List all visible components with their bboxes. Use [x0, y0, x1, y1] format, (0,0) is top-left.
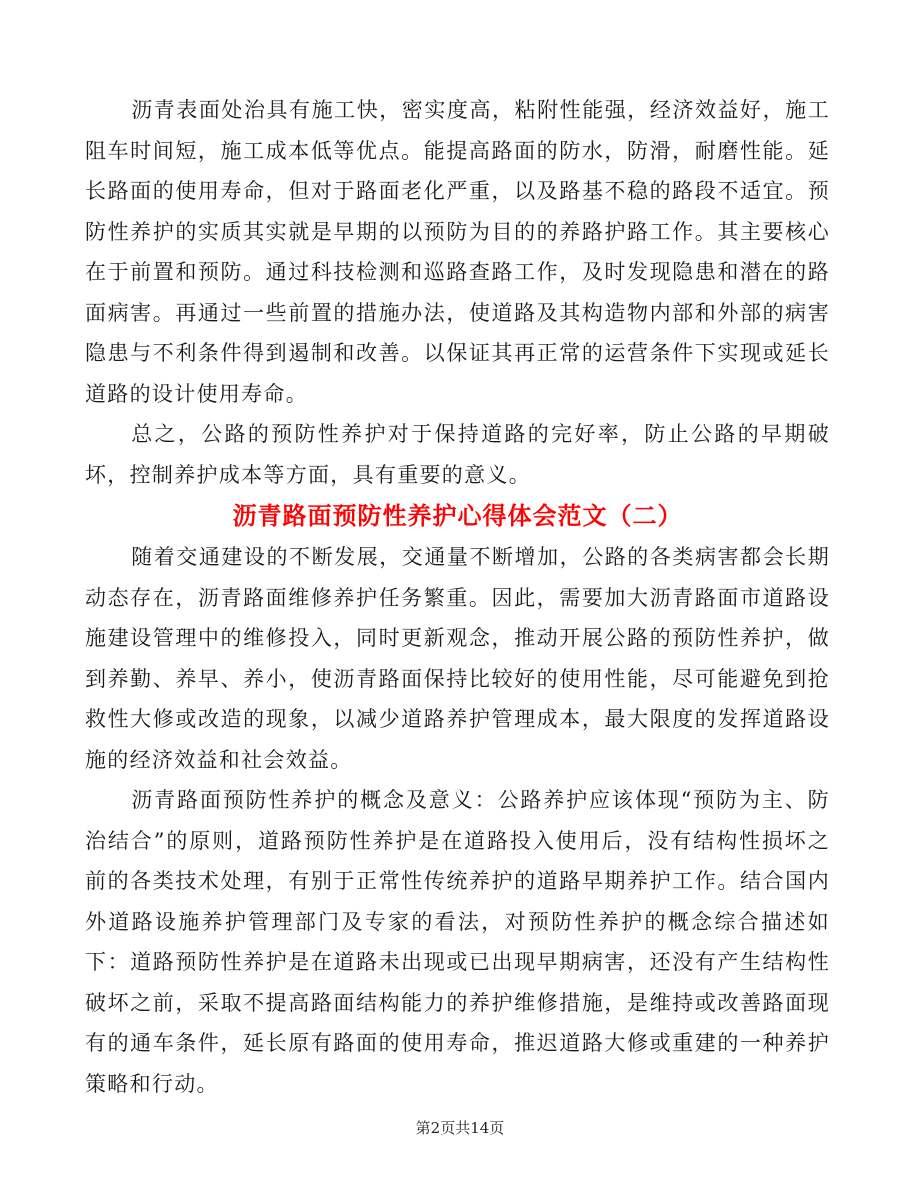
document-page [85, 90, 830, 1104]
paragraph-conclusion: 总之，公路的预防性养护对于保持道路的完好率，防止公路的早期破坏，控制养护成本等方面，具有重要的意义。 [85, 422, 830, 487]
page-number: 第2页共14页 [415, 1119, 505, 1137]
paragraph-introduction: 随着交通建设的不断发展，交通量不断增加，公路的各类病害都会长期动态存在，沥青路面维修养护任务繁重。因此，需要加大沥青路面市道路设施建设管理中的维修投入，同时更新观念，推动开展公路的预防性养护，做到养勤、养早、养小，使沥青路面保持比较好的使用性能，尽可能避免到抢救性大修或改造的现象，以减少道路养护管理成本，最大限度的发挥道路设施的经济效益和社会效益。 [85, 545, 830, 772]
paragraph-surface-treatment: 沥青表面处治具有施工快，密实度高，粘附性能强，经济效益好，施工阻车时间短，施工成本低等优点。能提高路面的防水，防滑，耐磨性能。延长路面的使用寿命，但对于路面老化严重，以及路基不稳的路段不适宜。预防性养护的实质其实就是早期的以预防为目的的养路护路工作。其主要核心在于前置和预防。通过科技检测和巡路查路工作，及时发现隐患和潜在的路面病害。再通过一些前置的措施办法，使道路及其构造物内部和外部的病害隐患与不利条件得到遏制和改善。以保证其再正常的运营条件下实现或延长道路的设计使用寿命。 [85, 98, 830, 406]
section-title: 沥青路面预防性养护心得体会范文（二） [232, 502, 683, 530]
paragraph-concept: 沥青路面预防性养护的概念及意义：公路养护应该体现“预防为主、防治结合”的原则，道路预防性养护是在道路投入使用后，没有结构性损坏之前的各类技术处理，有别于正常性传统养护的道路早期养护工作。结合国内外道路设施养护管理部门及专家的看法，对预防性养护的概念综合描述如下：道路预防性养护是在道路未出现或已出现早期病害，还没有产生结构性破坏之前，采取不提高路面结构能力的养护维修措施，是维持或改善路面现有的通车条件，延长原有路面的使用寿命，推迟道路大修或重建的一种养护策略和行动。 [85, 788, 830, 1096]
